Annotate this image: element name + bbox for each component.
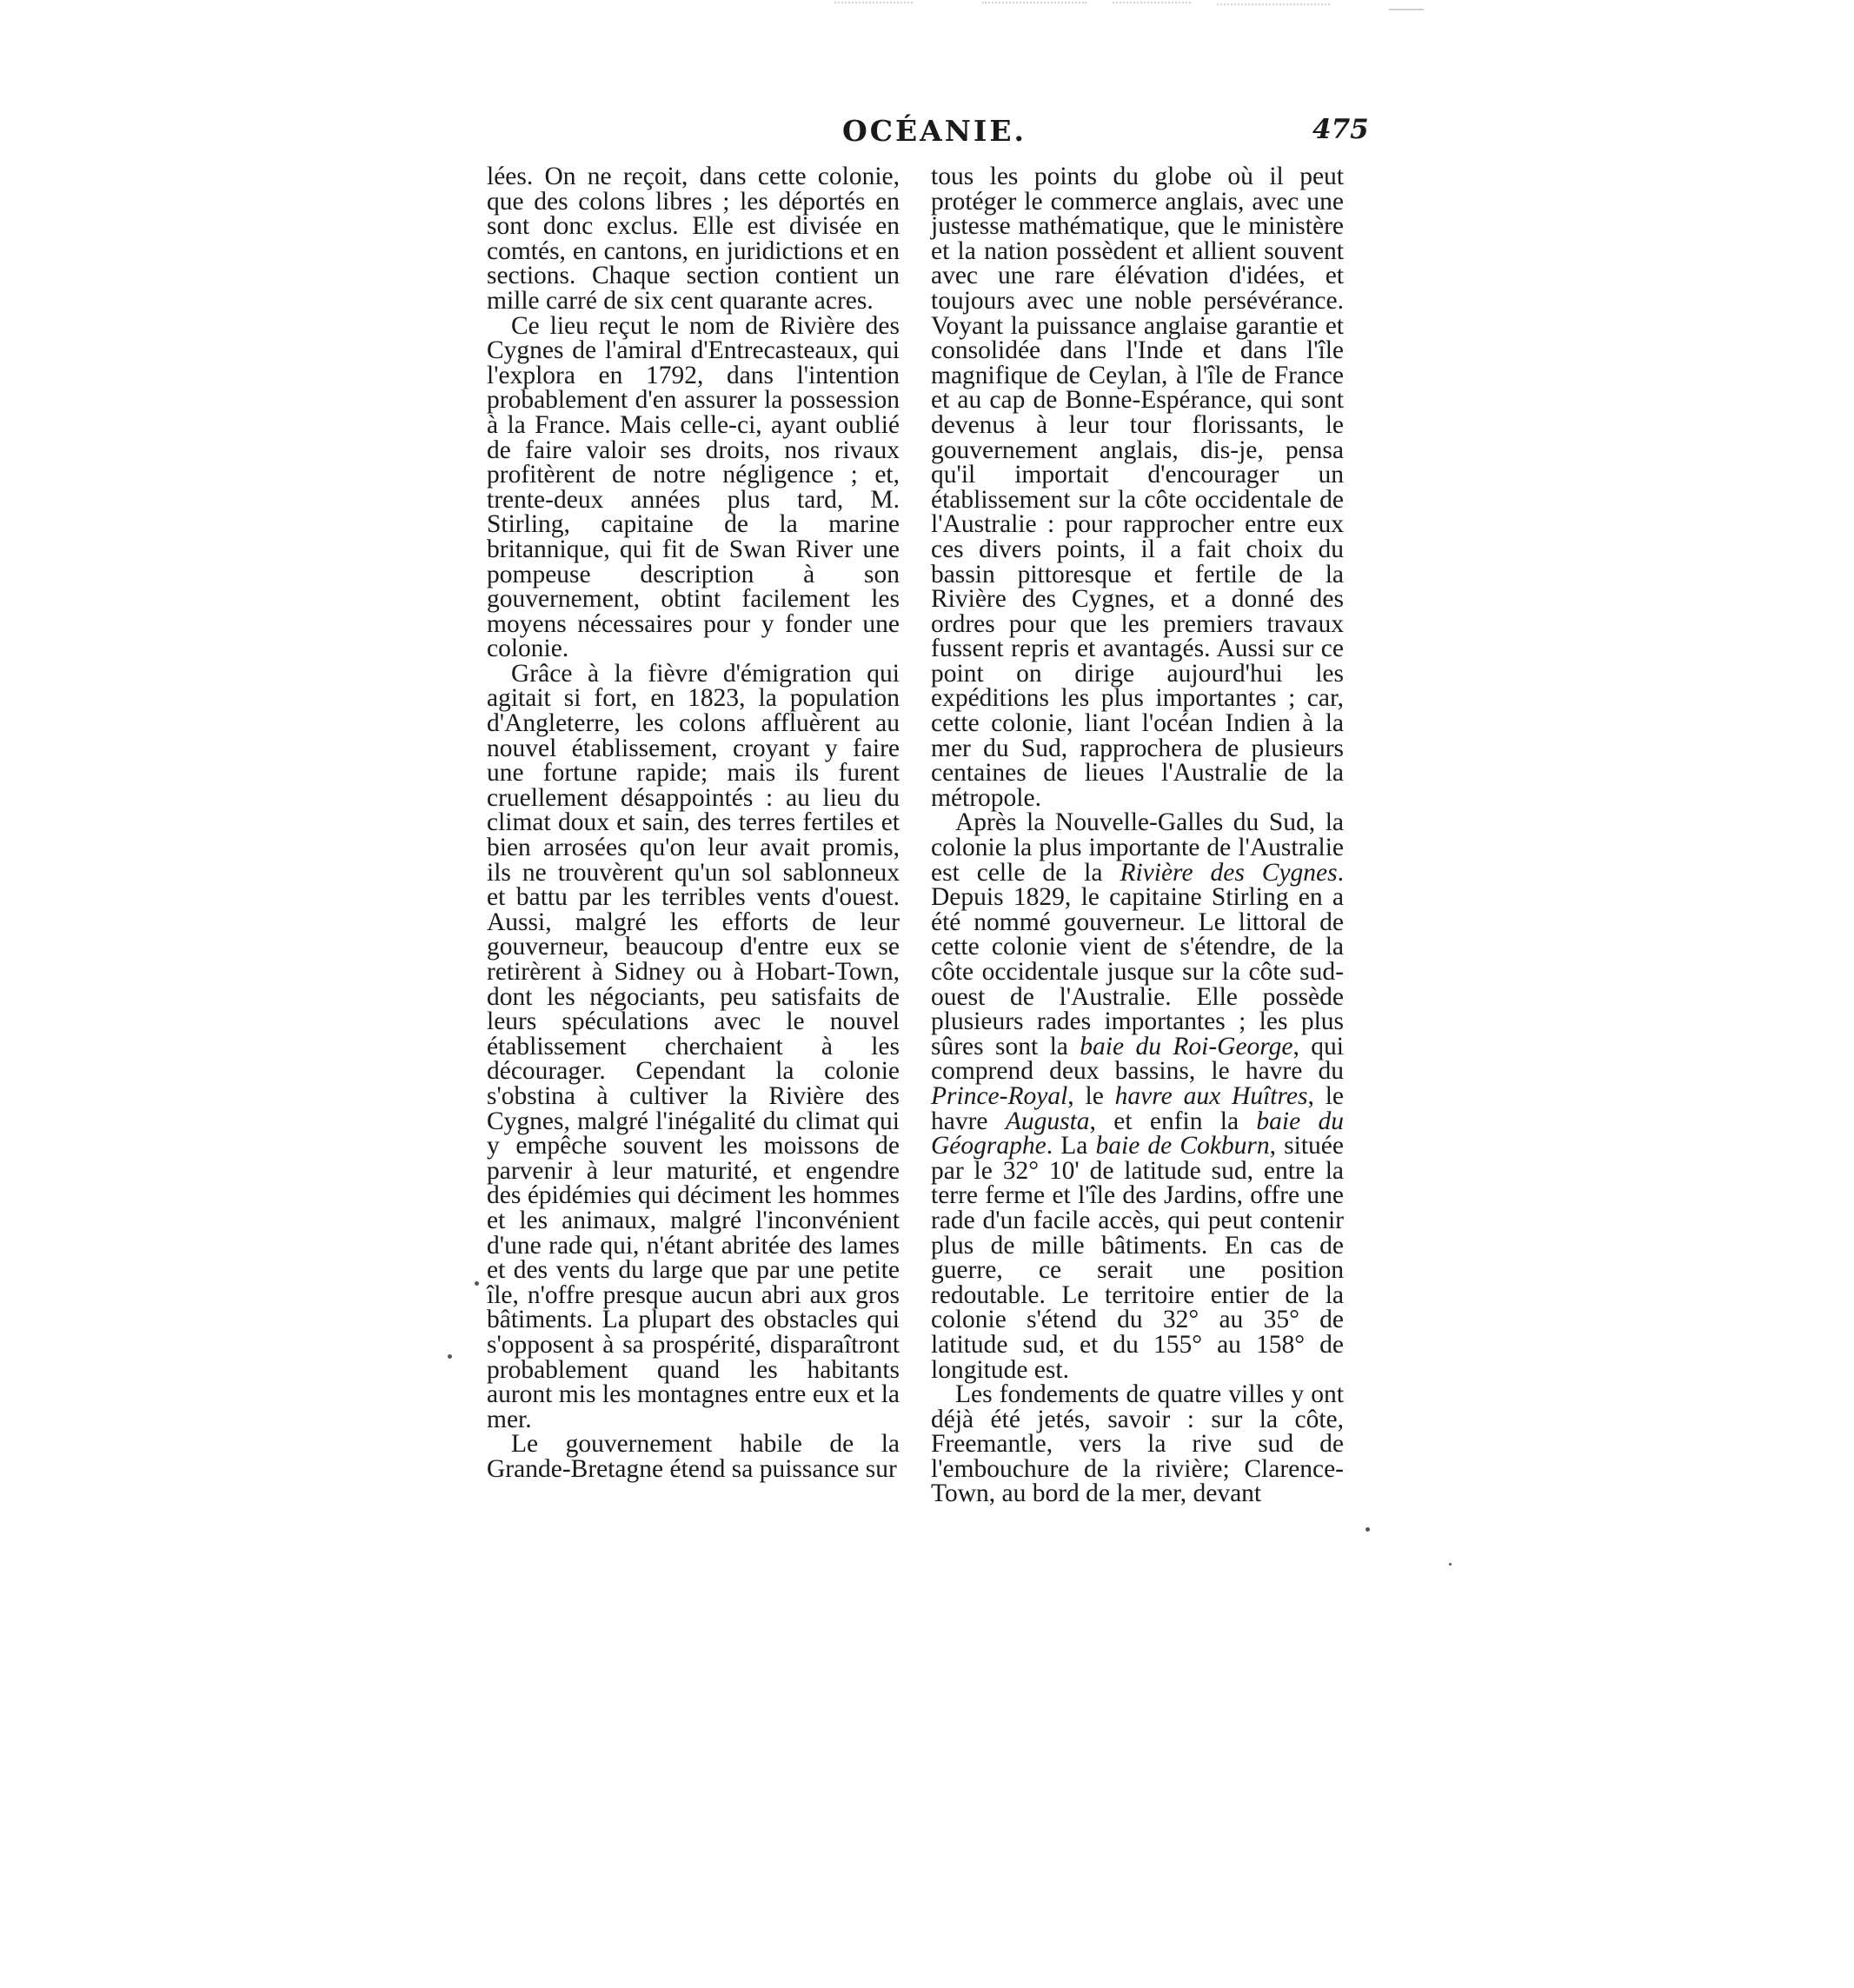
text-run: , le — [1067, 1081, 1115, 1110]
scan-artifact — [1217, 3, 1330, 5]
scan-artifact — [1389, 9, 1424, 10]
scan-artifact — [1113, 2, 1191, 3]
text-run: Après la Nouvelle-Galles du Sud, la colonie la plus importante de l'Australie est celle de la — [931, 808, 1344, 887]
right-column — [931, 164, 1344, 1506]
running-header-title: OCÉANIE. — [842, 114, 1027, 148]
italic-place-name: havre aux Huîtres — [1114, 1081, 1308, 1110]
page-number: 475 — [1312, 114, 1369, 145]
text-run: , qui comprend deux bassins, le havre du — [931, 1032, 1344, 1086]
ink-speck — [448, 1354, 452, 1359]
left-column — [487, 164, 900, 1481]
text-run: . La — [1046, 1132, 1096, 1160]
italic-place-name: baie du Géographe — [931, 1107, 1344, 1160]
text-run: . Depuis 1829, le capitaine Stirling en a été nommé gouverneur. Le littoral de cette colonie vient de s'étendre, de la côte occidentale jusque sur la côte sud-ouest de l'Australie. Elle possède plusieurs rades importantes ; les plus sûres sont la — [931, 858, 1345, 1060]
text-run: , le havre — [931, 1081, 1344, 1135]
italic-place-name: Augusta — [1005, 1107, 1090, 1135]
paragraph: Les fondements de quatre villes y ont déjà été jetés, savoir : sur la côte, Freemantle, vers la rive sud de l'embouchure de la rivière; Clarence-Town, au bord de la mer, devant — [931, 1380, 1344, 1508]
paragraph — [931, 810, 1344, 1382]
ink-speck — [475, 1281, 479, 1286]
paragraph: Grâce à la fièvre d'émigration qui agitait si fort, en 1823, la population d'Angleterre, les colons affluèrent au nouvel établissement, croyant y faire une fortune rapide; mais ils furent cruellement désappointés : au lieu du climat doux et sain, des terres fertiles et bien arrosées qu'on leur avait promis, ils ne trouvèrent qu'un sol sablonneux et battu par les terribles vents d'ouest. Aussi, malgré les efforts de leur gouverneur, beaucoup d'entre eux se retirèrent à Sidney ou à Hobart-Town, dont les négociants, peu satisfaits de leurs spéculations avec le nouvel établissement cherchaient à les décourager. Cependant la colonie s'obstina à cultiver la Rivière des Cygnes, malgré l'inégalité du climat qui y empêche souvent les moissons de parvenir à leur maturité, et engendre des épidémies qui déciment les hommes et les animaux, malgré l'inconvénient d'une rade qui, n'étant abritée des lames et des vents du large que par une petite île, n'offre presque aucun abri aux gros bâtiments. La plupart des obstacles qui s'opposent à sa prospérité, disparaîtront probablement quand les habitants auront mis les montagnes entre eux et la mer. — [487, 659, 900, 1433]
italic-place-name: Rivière des Cygnes — [1120, 858, 1338, 887]
paragraph: tous les points du globe où il peut protéger le commerce anglais, avec une justesse mathématique, que le ministère et la nation possèdent et allient souvent avec une rare élévation d'idées, et toujours avec une noble persévérance. Voyant la puissance anglaise garantie et consolidée dans l'Inde et dans l'île magnifique de Ceylan, à l'île de France et au cap de Bonne-Espérance, qui sont devenus à leur tour florissants, le gouvernement anglais, dis-je, pensa qu'il importait d'encourager un établissement sur la côte occidentale de l'Australie : pour rapprocher entre eux ces divers points, il a fait choix du bassin pittoresque et fertile de la Rivière des Cygnes, et a donné des ordres pour que les premiers travaux fussent repris et avantagés. Aussi sur ce point on dirige aujourd'hui les expéditions les plus importantes ; car, cette colonie, liant l'océan Indien à la mer du Sud, rapprochera de plusieurs centaines de lieues l'Australie de la métropole. — [931, 163, 1344, 812]
text-run: , et enfin la — [1089, 1107, 1257, 1135]
paragraph: Ce lieu reçut le nom de Rivière des Cygnes de l'amiral d'Entrecasteaux, qui l'explora en 1792, dans l'intention probablement d'en assurer la possession à la France. Mais celle-ci, ayant oublié de faire valoir ses droits, nos rivaux profitèrent de notre négligence ; et, trente-deux années plus tard, M. Stirling, capitaine de la marine britannique, qui fit de Swan River une pompeuse description à son gouvernement, obtint facilement les moyens nécessaires pour y fonder une colonie. — [487, 311, 900, 663]
italic-place-name: baie de Cokburn — [1095, 1132, 1270, 1160]
ink-speck — [1449, 1563, 1452, 1566]
paragraph: Le gouvernement habile de la Grande-Bretagne étend sa puissance sur — [487, 1430, 900, 1483]
italic-place-name: baie du Roi-George — [1080, 1032, 1293, 1060]
paragraph: lées. On ne reçoit, dans cette colonie, que des colons libres ; les déportés en sont donc exclus. Elle est divisée en comtés, en cantons, en juridictions et en sections. Chaque section contient un mille carré de six cent quarante acres. — [487, 163, 900, 315]
italic-place-name: Prince-Royal — [931, 1081, 1068, 1110]
scan-artifact — [834, 2, 913, 3]
text-run: , située par le 32° 10' de latitude sud, entre la terre ferme et l'île des Jardins, offre une rade d'un facile accès, qui peut contenir plus de mille bâtiments. En cas de guerre, ce serait une position redoutable. Le territoire entier de la colonie s'étend du 32° au 35° de latitude sud, et du 155° au 158° de longitude est. — [931, 1132, 1344, 1384]
ink-speck — [1366, 1527, 1370, 1532]
scan-artifact — [982, 2, 1086, 3]
